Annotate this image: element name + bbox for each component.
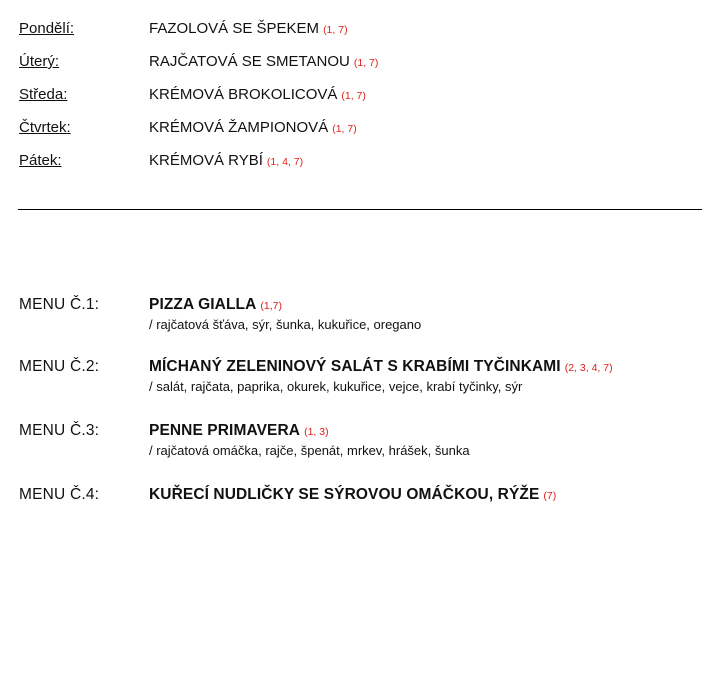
soup-name: KRÉMOVÁ BROKOLICOVÁ <box>149 86 338 103</box>
menu-label: MENU Č.2: <box>19 358 100 375</box>
menu-body <box>149 420 470 460</box>
allergen-codes: (1,7) <box>260 300 282 312</box>
soup-name-line <box>149 150 303 173</box>
day-label: Středa: <box>19 86 68 103</box>
soup-name-line <box>149 117 357 140</box>
allergen-codes: (1, 7) <box>323 24 348 36</box>
soup-name: FAZOLOVÁ SE ŠPEKEM <box>149 20 320 37</box>
allergen-codes: (2, 3, 4, 7) <box>564 362 613 374</box>
allergen-codes: (1, 3) <box>304 426 329 438</box>
day-label: Úterý: <box>19 53 60 70</box>
menu-label: MENU Č.3: <box>19 422 100 439</box>
menu-name: KUŘECÍ NUDLIČKY SE SÝROVOU OMÁČKOU, RÝŽE <box>149 486 540 503</box>
soup-name: KRÉMOVÁ RYBÍ <box>149 152 263 169</box>
menu-body <box>149 294 421 334</box>
menu-label: MENU Č.4: <box>19 486 100 503</box>
soup-row-friday <box>19 150 709 172</box>
soup-name: RAJČATOVÁ SE SMETANOU <box>149 53 350 70</box>
allergen-codes: (1, 4, 7) <box>266 156 304 168</box>
allergen-codes: (1, 7) <box>353 57 379 69</box>
menu-name-line <box>149 420 470 442</box>
section-divider <box>18 209 702 210</box>
soup-name-line <box>149 84 366 107</box>
menu-label: MENU Č.1: <box>19 296 100 313</box>
soup-name-line <box>149 51 378 74</box>
soup-row-thursday <box>19 117 709 139</box>
allergen-codes: (1, 7) <box>341 90 366 102</box>
day-label: Pondělí: <box>19 20 75 37</box>
soup-name-line <box>149 18 348 41</box>
soup-row-wednesday <box>19 84 709 106</box>
allergen-codes: (1, 7) <box>332 123 357 135</box>
soup-row-monday <box>19 18 709 40</box>
menu-description: / salát, rajčata, paprika, okurek, kukuřice, vejce, krabí tyčinky, sýr <box>149 379 523 394</box>
menu-body <box>149 356 613 396</box>
menu-name: PIZZA GIALLA <box>149 296 257 313</box>
day-label: Čtvrtek: <box>19 119 71 136</box>
menu-name-line <box>149 484 556 506</box>
menu-name-line <box>149 356 613 378</box>
menu-description: / rajčatová šťáva, sýr, šunka, kukuřice, oregano <box>149 317 422 332</box>
allergen-codes: (7) <box>543 490 557 502</box>
menu-name-line <box>149 294 421 316</box>
menu-name: PENNE PRIMAVERA <box>149 422 301 439</box>
menu-name: MÍCHANÝ ZELENINOVÝ SALÁT S KRABÍMI TYČINKAMI <box>149 358 561 375</box>
soup-name: KRÉMOVÁ ŽAMPIONOVÁ <box>149 119 329 136</box>
menu-description: / rajčatová omáčka, rajče, špenát, mrkev, hrášek, šunka <box>149 443 470 458</box>
soup-row-tuesday <box>19 51 709 73</box>
day-label: Pátek: <box>19 152 62 169</box>
menu-body <box>149 484 556 506</box>
